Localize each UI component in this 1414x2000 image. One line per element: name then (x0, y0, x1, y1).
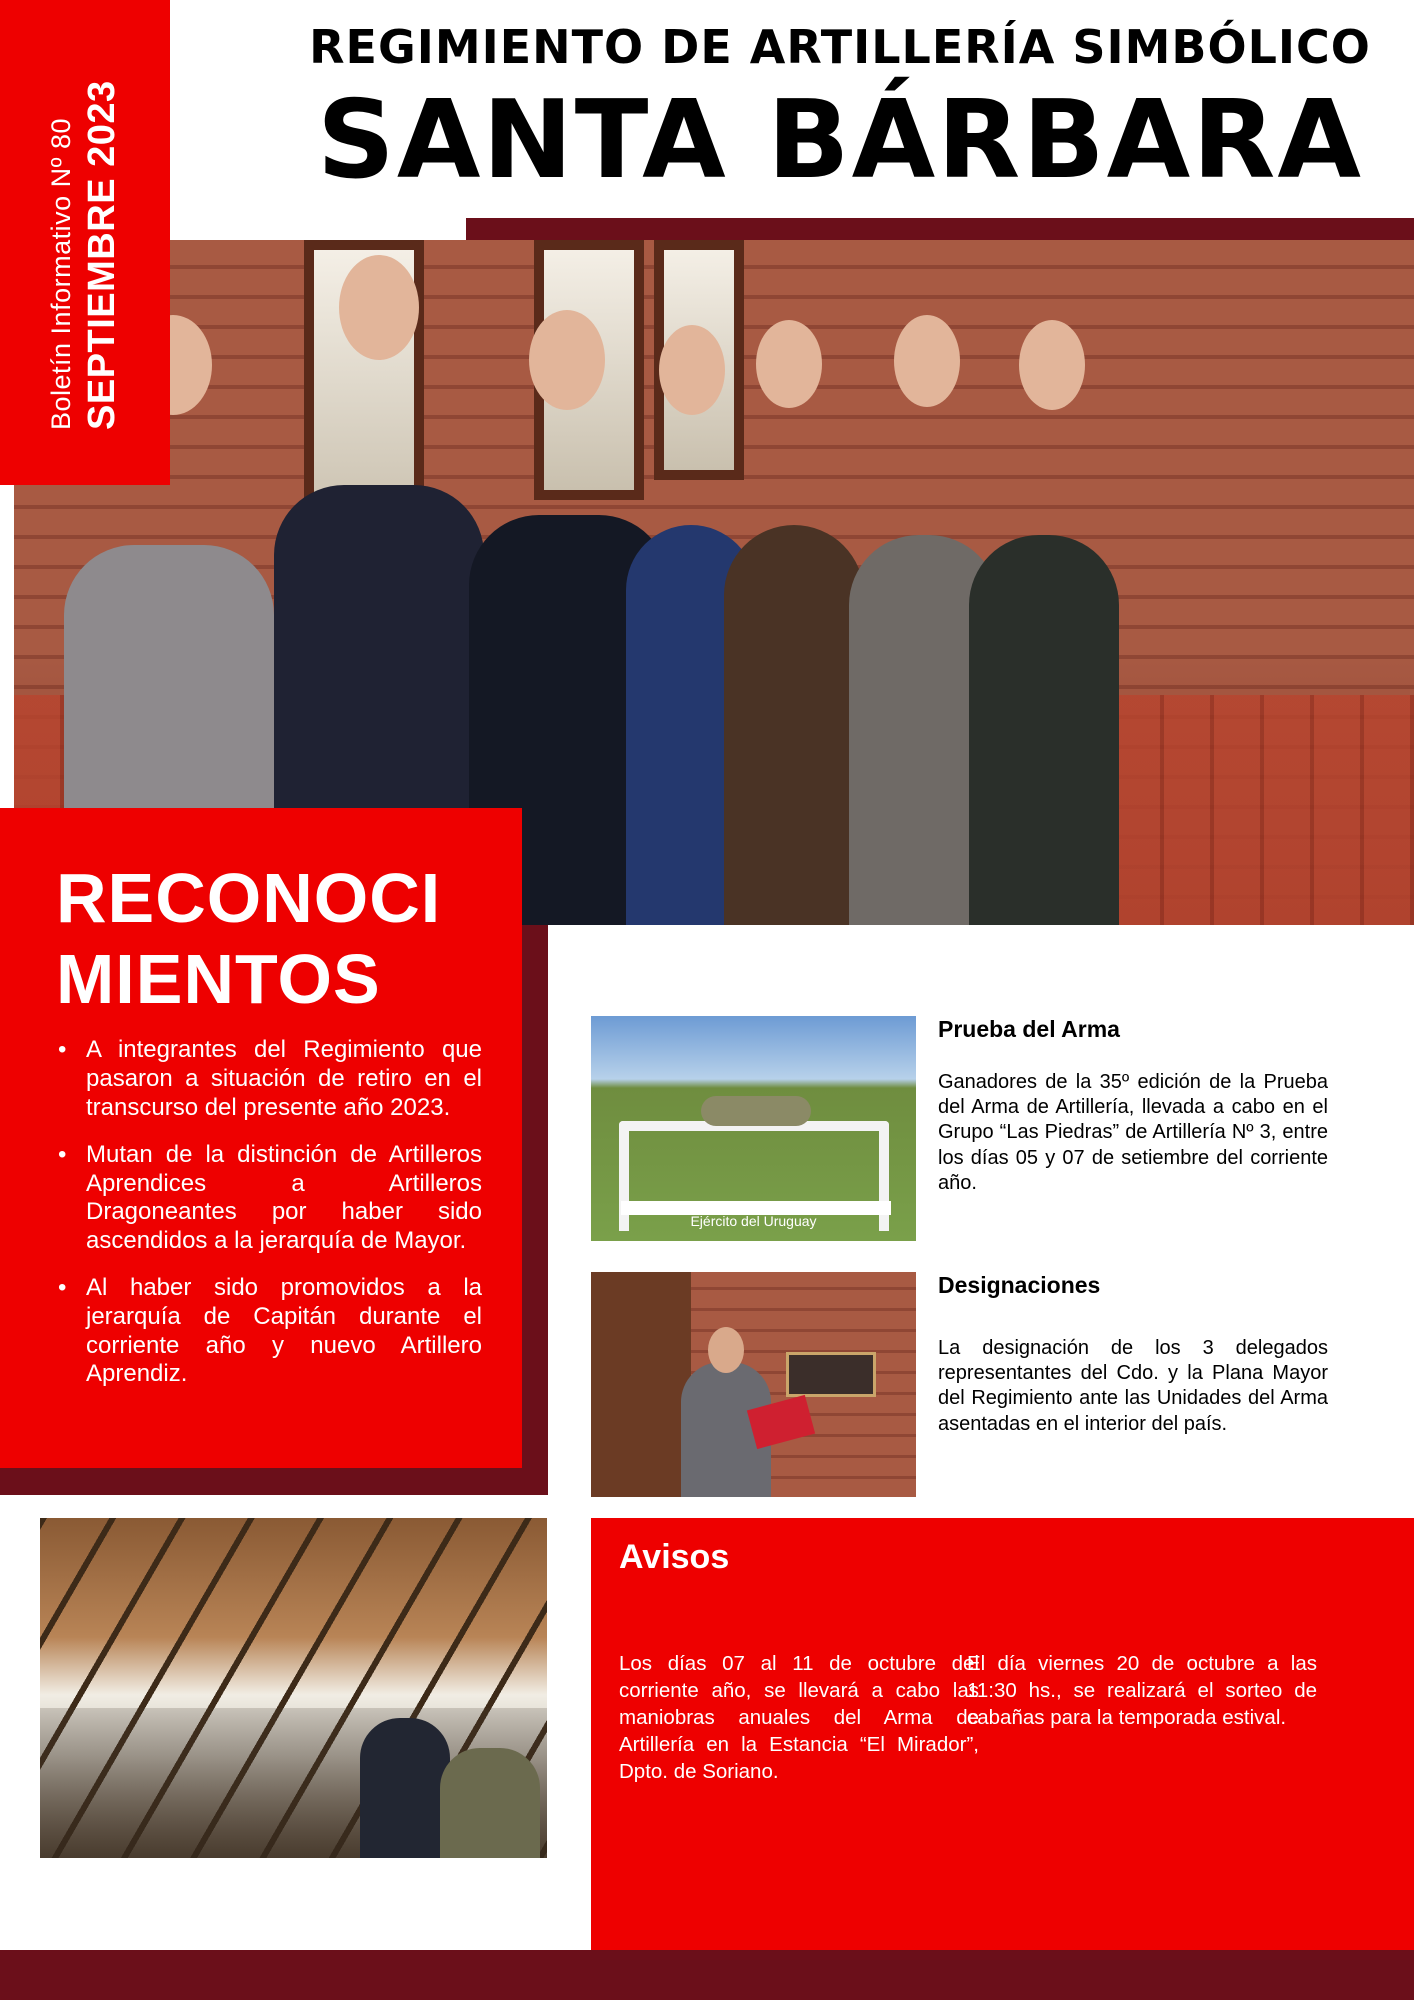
masthead-title: SANTA BÁRBARA (317, 78, 1363, 203)
issue-band (0, 0, 170, 485)
avisos-title: Avisos (619, 1538, 730, 1576)
reconocimientos-title: RECONOCIMIENTOS (56, 859, 442, 1019)
prueba-del-arma-photo (591, 1016, 916, 1241)
prueba-del-arma-title: Prueba del Arma (938, 1016, 1120, 1042)
list-item: • Mutan de la distinción de Artilleros Aprendices a Artilleros Dragoneantes por haber sido ascendidos a la jerarquía de Mayor. (56, 1141, 482, 1256)
avisos-maniobras: Los días 07 al 11 de octubre del corriente año, se llevará a cabo las maniobras anuales del Arma de Artillería en la Estancia “El Mirador”, Dpto. de Soriano. (619, 1652, 979, 1784)
issue-date: SEPTIEMBRE 2023 (81, 80, 123, 430)
masthead-subtitle: REGIMIENTO DE ARTILLERÍA SIMBÓLICO (309, 20, 1371, 74)
footer-bar (0, 1950, 1414, 2000)
dining-hall-photo (40, 1518, 547, 1858)
designaciones-body: La designación de los 3 delegados representantes del Cdo. y la Plana Mayor del Regimiento ante las Unidades del Arma asentadas en el interior del país. (938, 1337, 1328, 1435)
designaciones-title: Designaciones (938, 1272, 1101, 1298)
reconocimientos-panel (0, 808, 522, 1468)
header-rule (466, 218, 1414, 240)
designaciones-photo (591, 1272, 916, 1497)
issue-number: Boletín Informativo Nº 80 (46, 117, 76, 430)
prueba-del-arma-body: Ganadores de la 35º edición de la Prueba del Arma de Artillería, llevada a cabo en el Grupo “Las Piedras” de Artillería Nº 3, entre los días 05 y 07 de setiembre del corriente año. (938, 1071, 1328, 1194)
photo-caption: Ejército del Uruguay (690, 1213, 817, 1229)
list-item: • A integrantes del Regimiento que pasaron a situación de retiro en el transcurso del presente año 2023. (56, 1036, 482, 1122)
avisos-panel (591, 1518, 1414, 1950)
reconocimientos-list (56, 1036, 482, 1389)
avisos-sorteo: El día viernes 20 de octubre a las 11:30 hs., se realizará el sorteo de cabañas para la temporada estival. (967, 1652, 1317, 1730)
list-item: • Al haber sido promovidos a la jerarquía de Capitán durante el corriente año y nuevo Artillero Aprendiz. (56, 1274, 482, 1389)
